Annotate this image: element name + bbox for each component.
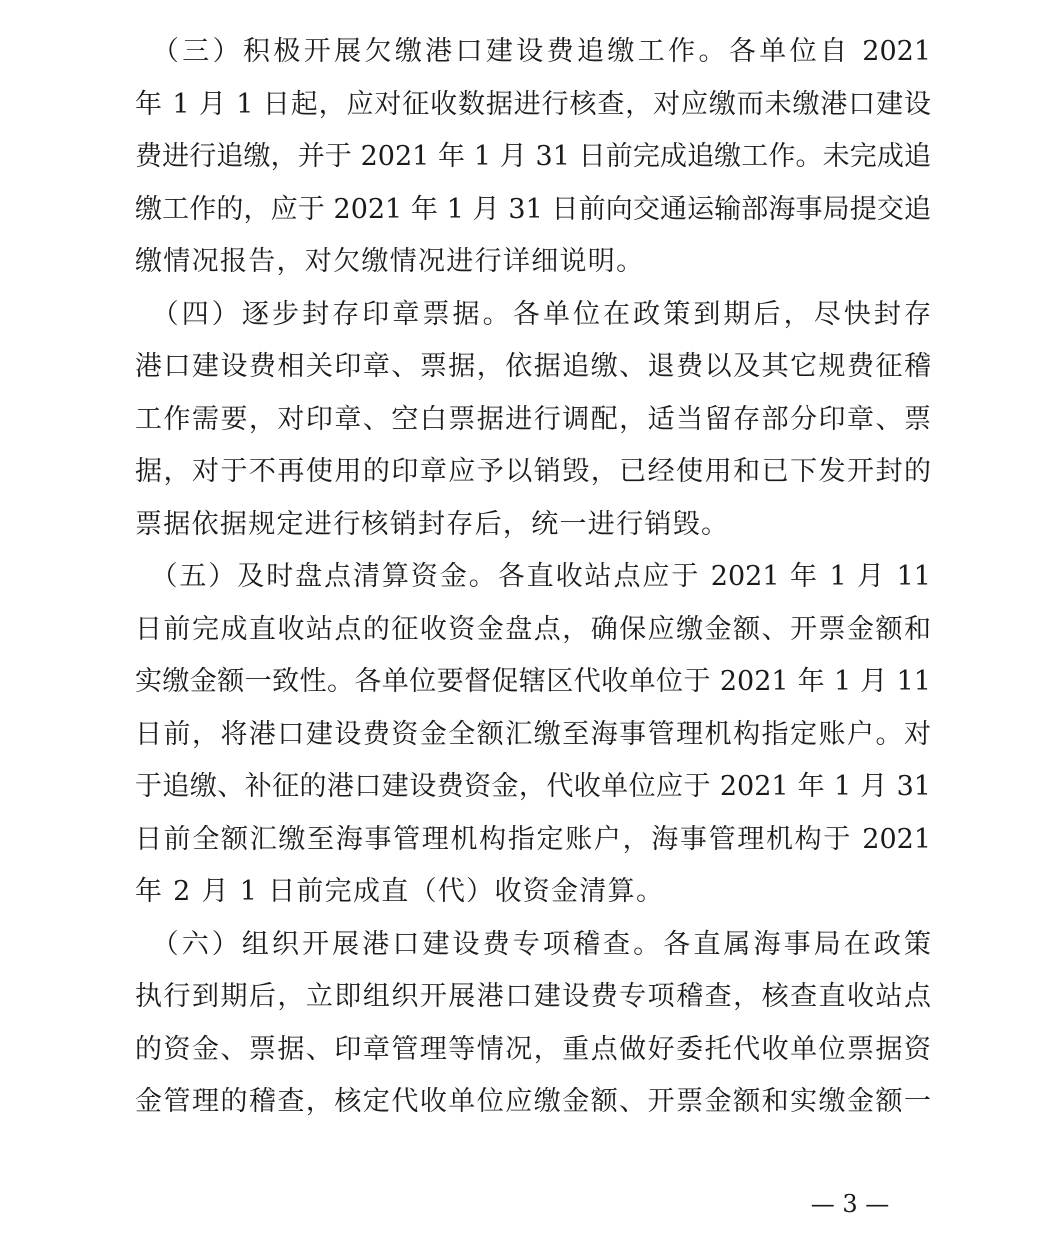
document-body (135, 26, 931, 1129)
text-line: 缴工作的，应于 2021 年 1 月 31 日前向交通运输部海事局提交追 (135, 193, 931, 225)
text-line: 金管理的稽查，核定代收单位应缴金额、开票金额和实缴金额一 (135, 1086, 931, 1117)
text-line: 的资金、票据、印章管理等情况，重点做好委托代收单位票据资 (135, 1033, 931, 1065)
text-line: 年 2 月 1 日前完成直（代）收资金清算。 (135, 876, 665, 907)
text-line: 票据依据规定进行核销封存后，统一进行销毁。 (135, 508, 730, 540)
paragraph-5 (135, 551, 931, 919)
text-line: 缴情况报告，对欠缴情况进行详细说明。 (135, 246, 645, 277)
text-line: 年 1 月 1 日起，应对征收数据进行核查，对应缴而未缴港口建设 (135, 88, 931, 120)
text-line: 工作需要，对印章、空白票据进行调配，适当留存部分印章、票 (135, 403, 931, 435)
text-line: 港口建设费相关印章、票据，依据追缴、退费以及其它规费征稽 (135, 351, 931, 382)
text-line: （六）组织开展港口建设费专项稽查。各直属海事局在政策 (135, 928, 931, 960)
text-line: （四）逐步封存印章票据。各单位在政策到期后，尽快封存 (135, 298, 931, 330)
paragraph-3 (135, 26, 931, 289)
text-line: 实缴金额一致性。各单位要督促辖区代收单位于 2021 年 1 月 11 (135, 666, 931, 697)
paragraph-4 (135, 289, 931, 552)
text-line: 日前完成直收站点的征收资金盘点，确保应缴金额、开票金额和 (135, 613, 931, 645)
text-line: 日前，将港口建设费资金全额汇缴至海事管理机构指定账户。对 (135, 718, 931, 750)
page-number: — 3 — (810, 1190, 890, 1218)
text-line: 执行到期后，立即组织开展港口建设费专项稽查，核查直收站点 (135, 981, 931, 1012)
text-line: 费进行追缴，并于 2021 年 1 月 31 日前完成追缴工作。未完成追 (135, 141, 931, 172)
text-line: 据，对于不再使用的印章应予以销毁，已经使用和已下发开封的 (135, 456, 931, 487)
text-line: （五）及时盘点清算资金。各直收站点应于 2021 年 1 月 11 (135, 561, 931, 592)
text-line: 日前全额汇缴至海事管理机构指定账户，海事管理机构于 2021 (135, 823, 931, 855)
text-line: 于追缴、补征的港口建设费资金，代收单位应于 2021 年 1 月 31 (135, 771, 931, 802)
paragraph-6 (135, 919, 931, 1129)
text-line: （三）积极开展欠缴港口建设费追缴工作。各单位自 2021 (135, 36, 931, 67)
